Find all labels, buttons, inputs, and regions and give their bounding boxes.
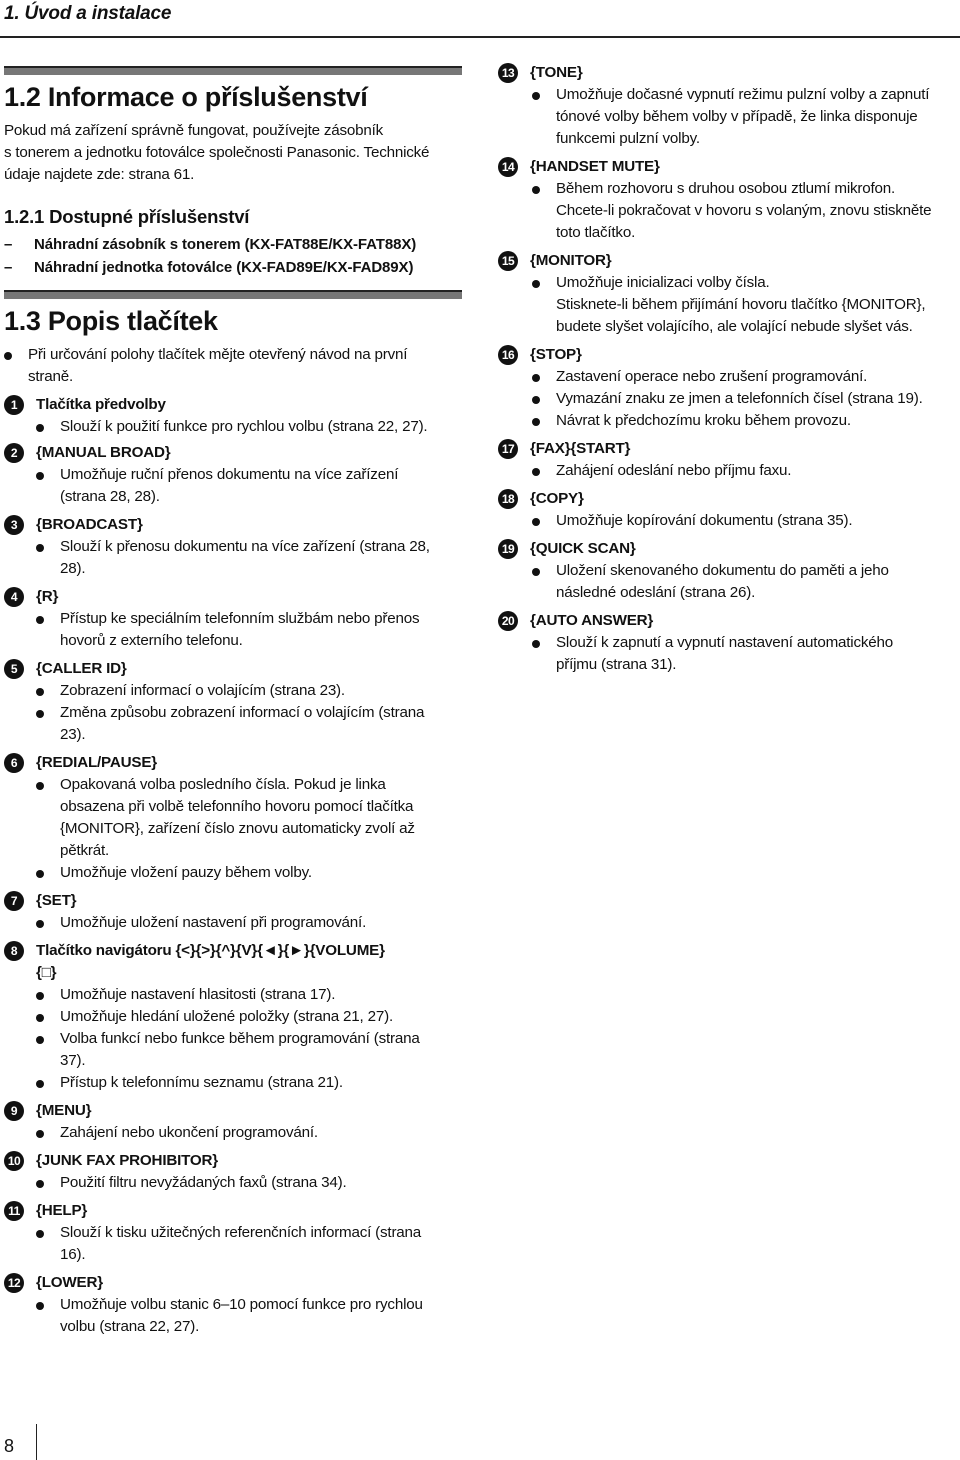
section-rule	[4, 290, 462, 299]
button-name: {HANDSET MUTE}	[530, 158, 660, 175]
bullet-dot	[36, 1302, 44, 1310]
bullet-dot	[4, 352, 12, 360]
number-badge: 14	[498, 157, 518, 177]
bullet-dot	[36, 1230, 44, 1238]
bullet-dot	[532, 396, 540, 404]
number-badge: 9	[4, 1101, 24, 1121]
button-name: Tlačítka předvolby	[36, 396, 166, 413]
bullet-text: Umožňuje ruční přenos dokumentu na více zařízení	[60, 466, 399, 483]
bullet-text: Umožňuje volbu stanic 6–10 pomocí funkce pro rychlou	[60, 1296, 423, 1313]
bullet-text: Slouží k tisku užitečných referenčních informací (strana	[60, 1224, 422, 1241]
bullet-continuation: následné odeslání (strana 26).	[556, 584, 756, 601]
bullet-text: Zastavení operace nebo zrušení programování.	[556, 368, 868, 385]
bullet-dot	[36, 472, 44, 480]
footer-rule	[36, 1424, 37, 1460]
dash-mark: –	[4, 259, 13, 276]
page-header	[0, 0, 960, 38]
bullet-dot	[532, 640, 540, 648]
intro-line: s tonerem a jednotku fotoválce společnosti Panasonic. Technické	[4, 144, 430, 161]
bullet-text: Umožňuje dočasné vypnutí režimu pulzní volby a zapnutí	[556, 86, 930, 103]
bullet-text: Slouží k zapnutí a vypnutí nastavení automatického	[556, 634, 893, 651]
bullet-continuation: obsazena při volbě telefonního hovoru pomocí tlačítka	[60, 798, 414, 815]
bullet-dot	[36, 870, 44, 878]
section-heading-1-2: 1.2 Informace o příslušenství	[4, 82, 368, 112]
bullet-continuation: příjmu (strana 31).	[556, 656, 677, 673]
bullet-continuation: budete slyšet volajícího, ale volající nebude slyšet vás.	[556, 318, 913, 335]
number-badge: 4	[4, 587, 24, 607]
bullet-dot	[36, 1014, 44, 1022]
bullet-dot	[36, 1130, 44, 1138]
accessory-text: Náhradní jednotka fotoválce (KX-FAD89E/KX-FAD89X)	[34, 259, 414, 276]
bullet-dot	[36, 1080, 44, 1088]
bullet-text: Změna způsobu zobrazení informací o volajícím (strana	[60, 704, 425, 721]
bullet-text: Uložení skenovaného dokumentu do paměti a jeho	[556, 562, 889, 579]
button-name: {FAX}{START}	[530, 440, 631, 457]
number-badge: 17	[498, 439, 518, 459]
bullet-continuation: (strana 28, 28).	[60, 488, 160, 505]
subsection-heading-1-2-1: 1.2.1 Dostupné příslušenství	[4, 206, 250, 227]
bullet-continuation: 37).	[60, 1052, 86, 1069]
button-name: {CALLER ID}	[36, 660, 127, 677]
bullet-text: Slouží k použití funkce pro rychlou volbu (strana 22, 27).	[60, 418, 428, 435]
bullet-text: Zobrazení informací o volajícím (strana 23).	[60, 682, 345, 699]
bullet-dot	[532, 518, 540, 526]
bullet-continuation: Chcete-li pokračovat v hovoru s volaným, znovu stiskněte	[556, 202, 932, 219]
button-name: {MENU}	[36, 1102, 92, 1119]
bullet-text: Vymazání znaku ze jmen a telefonních čísel (strana 19).	[556, 390, 923, 407]
number-badge: 18	[498, 489, 518, 509]
bullet-text: Umožňuje nastavení hlasitosti (strana 17).	[60, 986, 336, 1003]
bullet-dot	[36, 782, 44, 790]
bullet-dot	[532, 418, 540, 426]
button-name: Tlačítko navigátoru {<}{>}{^}{V}{◄}{►}{VOLUME}	[36, 942, 385, 959]
bullet-dot	[36, 1036, 44, 1044]
number-badge: 5	[4, 659, 24, 679]
bullet-dot	[36, 688, 44, 696]
bullet-continuation: volbu (strana 22, 27).	[60, 1318, 200, 1335]
number-badge: 13	[498, 63, 518, 83]
bullet-continuation: 16).	[60, 1246, 86, 1263]
number-badge: 11	[4, 1201, 24, 1221]
button-name: {JUNK FAX PROHIBITOR}	[36, 1152, 219, 1169]
button-name: {AUTO ANSWER}	[530, 612, 654, 629]
bullet-dot	[532, 468, 540, 476]
bullet-continuation: toto tlačítko.	[556, 224, 636, 241]
bullet-dot	[532, 374, 540, 382]
bullet-dot	[532, 186, 540, 194]
intro-line: údaje najdete zde: strana 61.	[4, 166, 195, 183]
bullet-text: Návrat k předchozímu kroku během provozu.	[556, 412, 851, 429]
number-badge: 8	[4, 941, 24, 961]
bullet-text: Přístup k telefonnímu seznamu (strana 21).	[60, 1074, 343, 1091]
bullet-dot	[36, 710, 44, 718]
bullet-text: Volba funkcí nebo funkce během programování (strana	[60, 1030, 420, 1047]
number-badge: 1	[4, 395, 24, 415]
bullet-text: Zahájení odeslání nebo příjmu faxu.	[556, 462, 792, 479]
button-name: {QUICK SCAN}	[530, 540, 636, 557]
bullet-dot	[36, 992, 44, 1000]
button-name: {MANUAL BROAD}	[36, 444, 171, 461]
bullet-dot	[532, 280, 540, 288]
button-name: {STOP}	[530, 346, 582, 363]
number-badge: 2	[4, 443, 24, 463]
intro-line: Pokud má zařízení správně fungovat, používejte zásobník	[4, 122, 384, 139]
chapter-title: 1. Úvod a instalace	[4, 3, 172, 24]
bullet-dot	[36, 920, 44, 928]
bullet-continuation: hovorů z externího telefonu.	[60, 632, 243, 649]
number-badge: 15	[498, 251, 518, 271]
bullet-continuation: 23).	[60, 726, 86, 743]
button-name-continuation: {□}	[36, 964, 57, 981]
bullet-text: Umožňuje vložení pauzy během volby.	[60, 864, 312, 881]
bullet-continuation: Stisknete-li během přijímání hovoru tlačítko {MONITOR},	[556, 296, 926, 313]
page-number: 8	[4, 1436, 15, 1456]
bullet-continuation: {MONITOR}, zařízení číslo znovu automaticky zvolí až	[60, 820, 415, 837]
bullet-text: Přístup ke speciálním telefonním službám nebo přenos	[60, 610, 420, 627]
bullet-dot	[532, 92, 540, 100]
button-name: {COPY}	[530, 490, 584, 507]
bullet-dot	[36, 544, 44, 552]
bullet-text: Během rozhovoru s druhou osobou ztlumí mikrofon.	[556, 180, 896, 197]
number-badge: 7	[4, 891, 24, 911]
bullet-text: Opakovaná volba posledního čísla. Pokud je linka	[60, 776, 386, 793]
bullet-text: Umožňuje hledání uložené položky (strana 21, 27).	[60, 1008, 393, 1025]
bullet-continuation: funkcemi pulzní volby.	[556, 130, 700, 147]
bullet-text: Při určování polohy tlačítek mějte otevřený návod na první	[28, 346, 408, 363]
button-name: {TONE}	[530, 64, 583, 81]
bullet-continuation: pětkrát.	[60, 842, 110, 859]
button-name: {BROADCAST}	[36, 516, 143, 533]
header-rule	[0, 36, 960, 38]
bullet-text: Umožňuje inicializaci volby čísla.	[556, 274, 770, 291]
bullet-dot	[36, 424, 44, 432]
bullet-text: Slouží k přenosu dokumentu na více zařízení (strana 28,	[60, 538, 430, 555]
button-name: {HELP}	[36, 1202, 88, 1219]
number-badge: 16	[498, 345, 518, 365]
button-name: {MONITOR}	[530, 252, 612, 269]
bullet-continuation: straně.	[28, 368, 74, 385]
number-badge: 3	[4, 515, 24, 535]
button-name: {LOWER}	[36, 1274, 103, 1291]
bullet-text: Použití filtru nevyžádaných faxů (strana 34).	[60, 1174, 347, 1191]
bullet-dot	[36, 1180, 44, 1188]
button-name: {R}	[36, 588, 59, 605]
bullet-dot	[36, 616, 44, 624]
bullet-text: Zahájení nebo ukončení programování.	[60, 1124, 318, 1141]
accessory-text: Náhradní zásobník s tonerem (KX-FAT88E/KX-FAT88X)	[34, 236, 417, 253]
number-badge: 20	[498, 611, 518, 631]
button-name: {REDIAL/PAUSE}	[36, 754, 157, 771]
bullet-continuation: tónové volby během volby v případě, že linka disponuje	[556, 108, 918, 125]
number-badge: 10	[4, 1151, 24, 1171]
dash-mark: –	[4, 236, 13, 253]
button-name: {SET}	[36, 892, 77, 909]
number-badge: 12	[4, 1273, 24, 1293]
number-badge: 6	[4, 753, 24, 773]
bullet-text: Umožňuje kopírování dokumentu (strana 35).	[556, 512, 853, 529]
bullet-continuation: 28).	[60, 560, 86, 577]
bullet-dot	[532, 568, 540, 576]
section-rule	[4, 66, 462, 75]
number-badge: 19	[498, 539, 518, 559]
bullet-text: Umožňuje uložení nastavení při programování.	[60, 914, 367, 931]
section-heading-1-3: 1.3 Popis tlačítek	[4, 306, 218, 336]
